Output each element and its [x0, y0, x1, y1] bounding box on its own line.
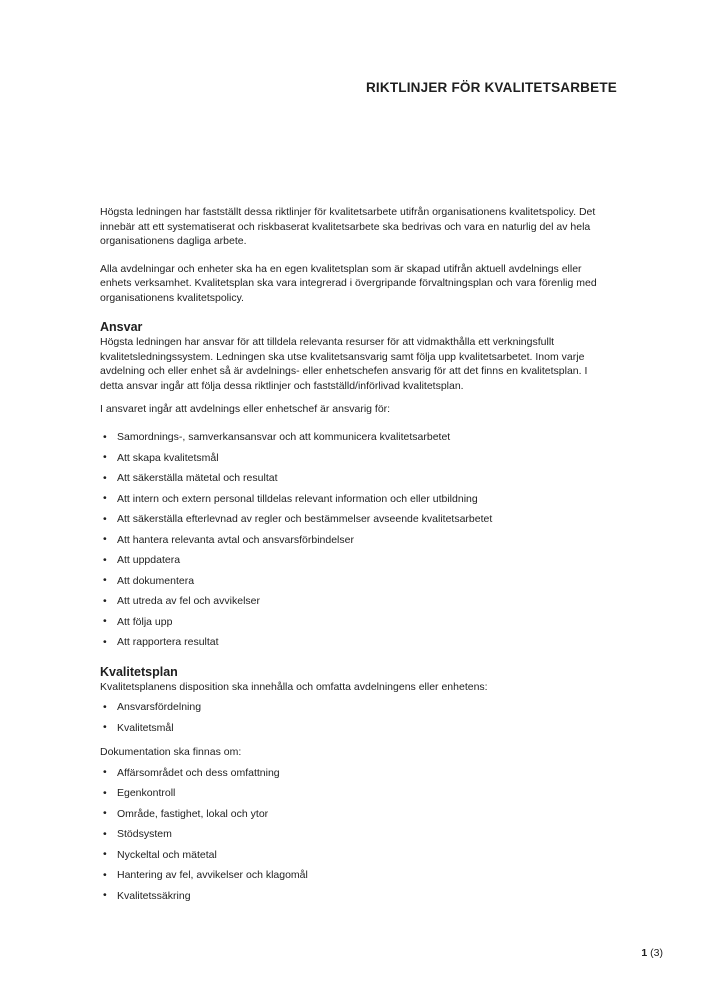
- list-item: • Egenkontroll: [100, 786, 612, 801]
- kvalitetsplan-disposition-intro: Kvalitetsplanens disposition ska innehålla och omfatta avdelningens eller enhetens:: [100, 680, 488, 693]
- list-item: • Att följa upp: [100, 615, 612, 630]
- list-item: • Att dokumentera: [100, 574, 612, 589]
- list-item: • Samordnings-, samverkansansvar och att kommunicera kvalitetsarbetet: [100, 430, 612, 445]
- intro-paragraph-1: Högsta ledningen har fastställt dessa riktlinjer för kvalitetsarbete utifrån organisationens kvalitetspolicy. Det innebär att ett systematiserat och riskbaserat kvalitetsarbete ska bedrivas och vara en naturlig del av hela organisationens dagliga arbete.: [100, 206, 596, 247]
- list-item: • Att utreda av fel och avvikelser: [100, 594, 612, 609]
- documentation-list: [100, 766, 612, 904]
- intro-paragraph-2: Alla avdelningar och enheter ska ha en egen kvalitetsplan som är skapad utifrån aktuell avdelnings eller enhets verksamhet. Kvalitetsplan ska vara integrerad i övergripande förvaltningsplan och vara förenlig med organisationens kvalitetspolicy.: [100, 262, 597, 304]
- page-number-total: (3): [650, 947, 663, 959]
- list-item: • Affärsområdet och dess omfattning: [100, 766, 612, 781]
- list-item: • Att intern och extern personal tilldelas relevant information och eller utbildning: [100, 492, 612, 507]
- list-item: • Kvalitetssäkring: [100, 889, 612, 904]
- list-item: • Att rapportera resultat: [100, 635, 612, 650]
- ansvar-body-paragraph: Högsta ledningen har ansvar för att tilldela relevanta resurser för att vidmakthålla ett verkningsfullt kvalitetsledningssystem. Ledningen ska utse kvalitetsansvarig samt följa upp kvalitetsarbetet. Inom varje avdelning och eller enhet så är avdelnings- eller enhetschefen ansvarig för att det finns en kvalitetsplan. I detta ansvar ingår att följa dessa riktlinjer och fastställd/införlivad kvalitetsplan.: [100, 336, 588, 392]
- ansvar-list-intro: I ansvaret ingår att avdelnings eller enhetschef är ansvarig för:: [100, 403, 391, 415]
- list-item: • Hantering av fel, avvikelser och klagomål: [100, 868, 612, 883]
- section-heading-ansvar: Ansvar: [100, 320, 143, 334]
- list-item: • Att uppdatera: [100, 553, 612, 568]
- list-item: • Att hantera relevanta avtal och ansvarsförbindelser: [100, 533, 612, 548]
- document-body: [100, 205, 612, 909]
- disposition-list: [100, 700, 612, 735]
- list-item: • Att säkerställa mätetal och resultat: [100, 471, 612, 486]
- page-number: [641, 947, 663, 960]
- list-item: • Område, fastighet, lokal och ytor: [100, 807, 612, 822]
- list-item: • Nyckeltal och mätetal: [100, 848, 612, 863]
- list-item: • Att skapa kvalitetsmål: [100, 451, 612, 466]
- list-item: • Ansvarsfördelning: [100, 700, 612, 715]
- list-item: • Att säkerställa efterlevnad av regler och bestämmelser avseende kvalitetsarbetet: [100, 512, 612, 527]
- page-number-current: 1: [641, 947, 648, 959]
- list-item: • Stödsystem: [100, 827, 612, 842]
- page-title: RIKTLINJER FÖR KVALITETSARBETE: [365, 80, 617, 95]
- list-item: • Kvalitetsmål: [100, 721, 612, 736]
- section-heading-kvalitetsplan: Kvalitetsplan: [100, 664, 178, 679]
- responsibility-list: [100, 430, 612, 650]
- documentation-intro: Dokumentation ska finnas om:: [100, 746, 242, 758]
